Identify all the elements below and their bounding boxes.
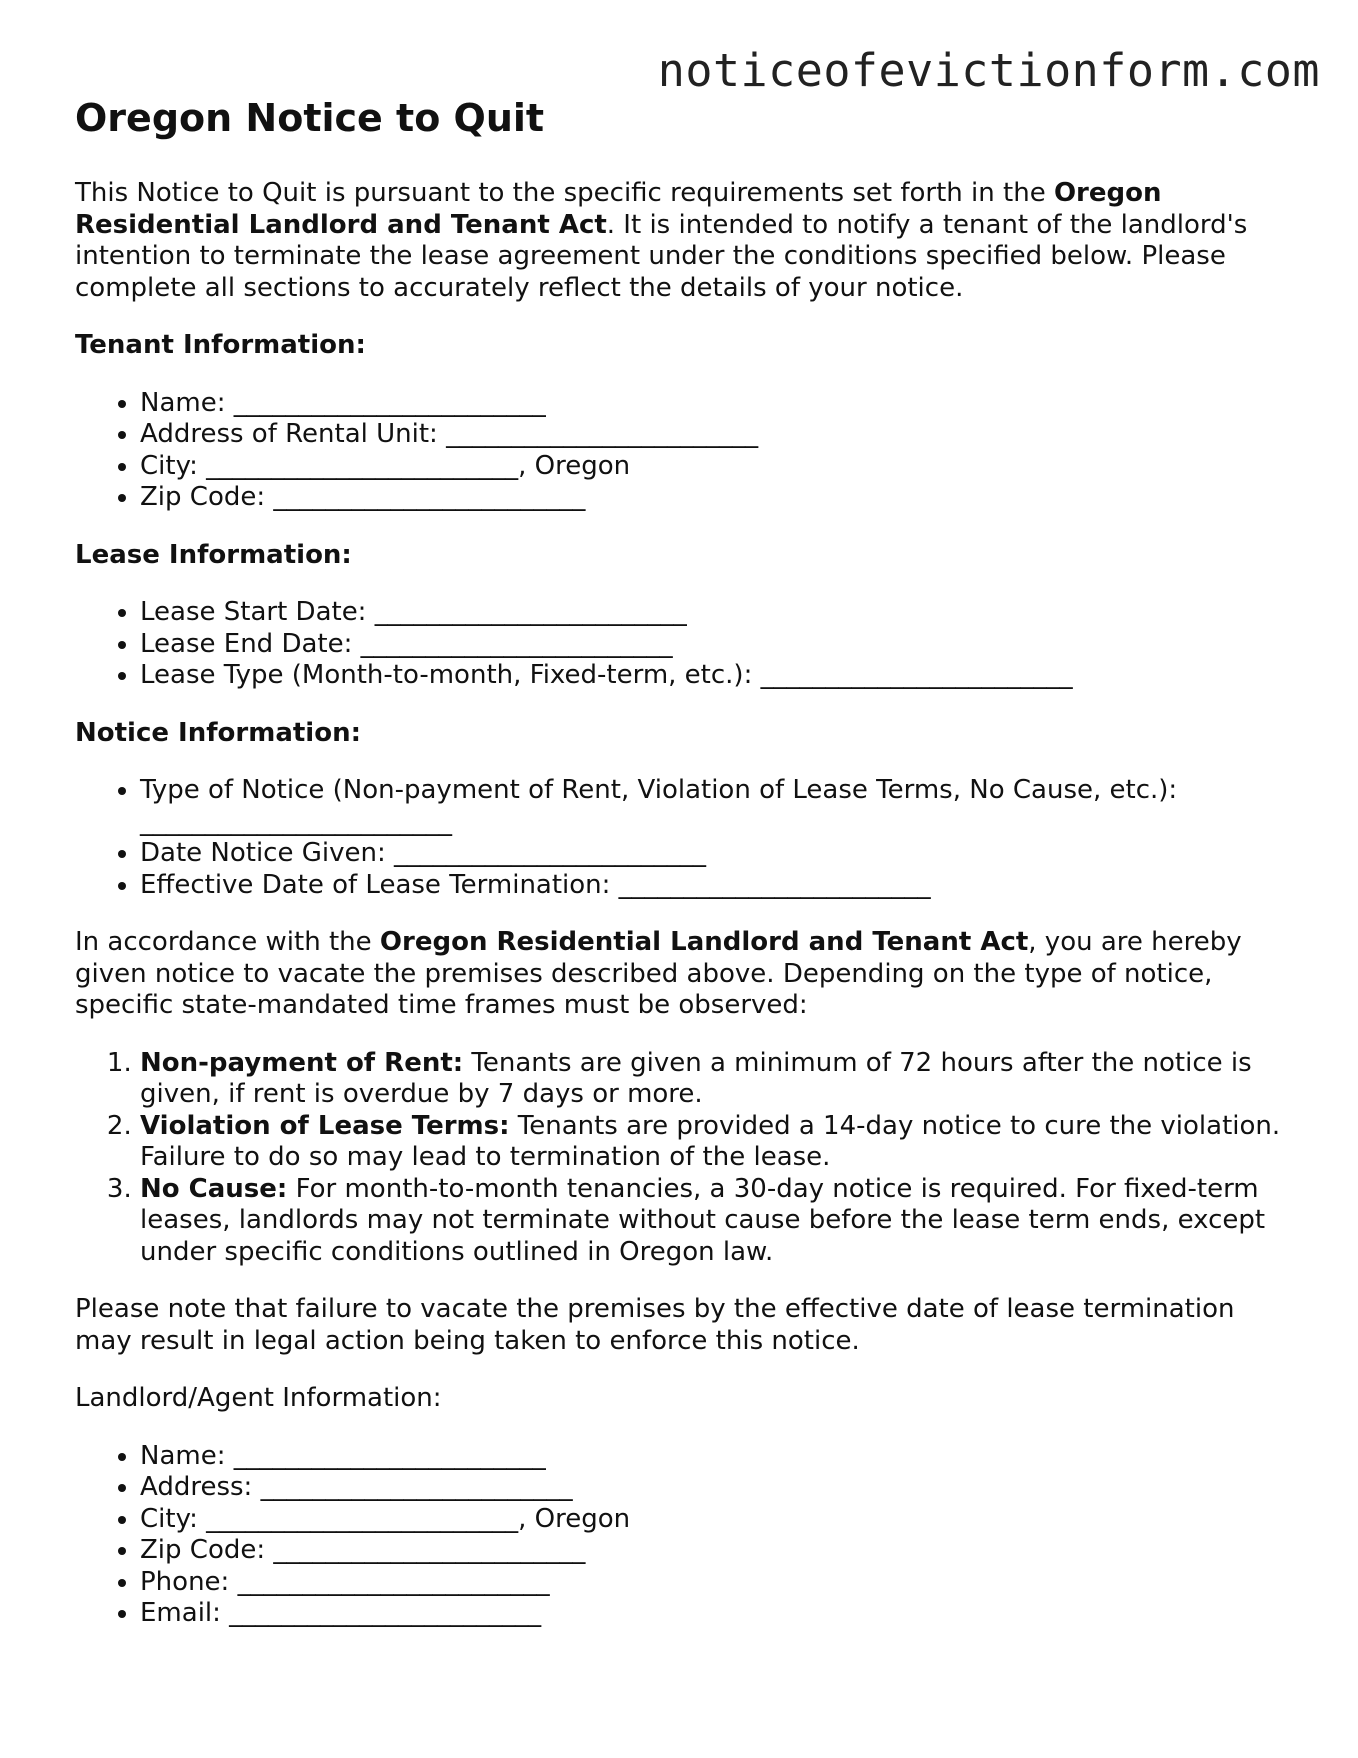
lease-section-heading: Lease Information: <box>75 539 352 570</box>
notice-type-field: • Type of Notice (Non-payment of Rent, Violation of Lease Terms, No Cause, etc.): ________________________ <box>140 775 1295 838</box>
timeframe-text: Tenants are provided a 14-day notice to cure the violation. Failure to do so may lead to termination of the lease. <box>140 1110 1281 1172</box>
document-page <box>75 94 1295 1656</box>
accordance-text-before: In accordance with the <box>75 927 380 957</box>
lease-info-list <box>75 597 1295 692</box>
landlord-info-list <box>75 1441 1295 1630</box>
landlord-zip-field: • Zip Code: ________________________ <box>140 1535 1295 1567</box>
timeframe-item <box>140 1174 1295 1269</box>
warning-paragraph: Please note that failure to vacate the premises by the effective date of lease termination may result in legal action being taken to enforce this notice. <box>75 1294 1235 1356</box>
tenant-info-list <box>75 388 1295 514</box>
timeframe-label: No Cause: <box>140 1173 288 1204</box>
accordance-text-after: , you are hereby given notice to vacate the premises described above. Depending on the type of notice, specific state-mandated time frames must be observed: <box>75 927 1242 1020</box>
intro-text-before: This Notice to Quit is pursuant to the specific requirements set forth in the <box>75 178 1054 208</box>
lease-start-field: • Lease Start Date: ________________________ <box>140 597 1295 629</box>
timeframe-label: Non-payment of Rent: <box>140 1047 464 1078</box>
timeframe-label: Violation of Lease Terms: <box>140 1110 510 1141</box>
timeframe-text: For month-to-month tenancies, a 30-day notice is required. For fixed-term leases, landlords may not terminate without cause before the lease term ends, except under specific conditions outlined in Oregon law. <box>140 1173 1266 1267</box>
tenant-section-heading: Tenant Information: <box>75 330 366 360</box>
intro-act-name: Oregon Residential Landlord and Tenant Act <box>75 178 1162 240</box>
accordance-act-name: Oregon Residential Landlord and Tenant Act <box>379 927 1029 957</box>
notice-date-given-field: • Date Notice Given: ________________________ <box>140 838 1295 870</box>
site-watermark: noticeofevictionform.com <box>657 44 1320 97</box>
landlord-email-field: • Email: ________________________ <box>140 1598 1295 1630</box>
landlord-city-field: • City: ________________________, Oregon <box>140 1504 1295 1536</box>
tenant-zip-field: • Zip Code: ________________________ <box>140 482 1295 514</box>
tenant-address-field: • Address of Rental Unit: ________________________ <box>140 419 1295 451</box>
tenant-city-field: • City: ________________________, Oregon <box>140 451 1295 483</box>
intro-paragraph <box>75 178 1295 304</box>
notice-effective-date-field: • Effective Date of Lease Termination: ________________________ <box>140 870 1295 902</box>
tenant-name-field: • Name: ________________________ <box>140 388 1295 420</box>
notice-info-list <box>75 775 1295 901</box>
timeframe-text: Tenants are given a minimum of 72 hours after the notice is given, if rent is overdue by 7 days or more. <box>140 1047 1252 1109</box>
accordance-paragraph <box>75 927 1295 1022</box>
intro-text-after: . It is intended to notify a tenant of the landlord's intention to terminate the lease agreement under the conditions specified below. Please complete all sections to accurately reflect the details of your notice. <box>75 209 1248 303</box>
landlord-phone-field: • Phone: ________________________ <box>140 1567 1295 1599</box>
document-title: Oregon Notice to Quit <box>75 96 545 140</box>
notice-section-heading: Notice Information: <box>75 717 361 748</box>
timeframe-item <box>140 1048 1295 1111</box>
lease-end-field: • Lease End Date: ________________________ <box>140 629 1295 661</box>
timeframe-item <box>140 1111 1295 1174</box>
landlord-name-field: • Name: ________________________ <box>140 1441 1295 1473</box>
timeframes-list <box>75 1048 1295 1269</box>
landlord-address-field: • Address: ________________________ <box>140 1472 1295 1504</box>
landlord-section-heading: Landlord/Agent Information: <box>75 1383 442 1413</box>
lease-type-field: • Lease Type (Month-to-month, Fixed-term, etc.): ________________________ <box>140 660 1295 692</box>
